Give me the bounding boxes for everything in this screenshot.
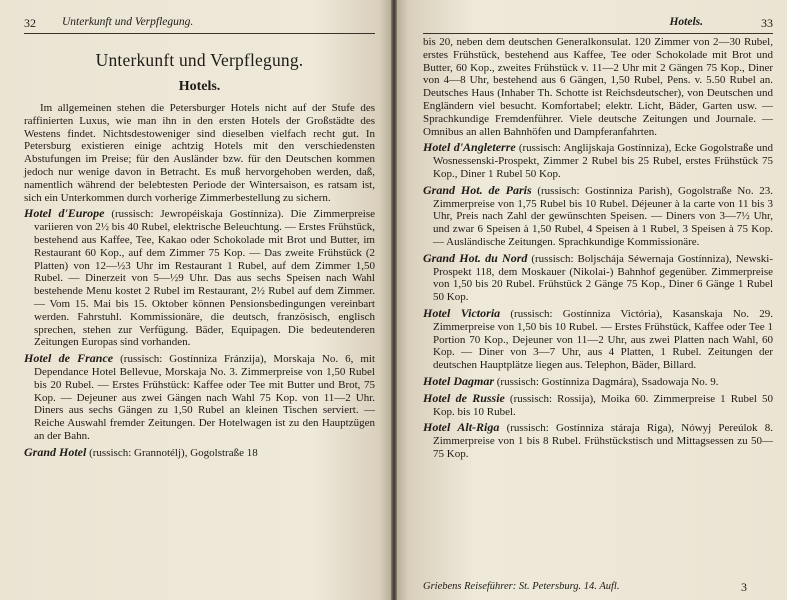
right-page-number: 33 [761, 16, 773, 30]
right-header-rule [423, 33, 773, 34]
hotel-name: Hotel d'Europe [24, 206, 105, 221]
hotel-entry [423, 392, 773, 419]
hotel-name: Hotel de France [24, 351, 114, 366]
right-running-head [423, 10, 773, 36]
hotel-entry [24, 446, 375, 460]
hotel-name: Grand Hotel [24, 444, 87, 459]
hotel-name: Hotel Dagmar [423, 373, 494, 388]
left-running-head [24, 10, 375, 36]
hotel-description: (russisch: Gostínniza Parish), Gogolstraße No. 23. Zimmerpreise von 1,75 Rubel bis 10 Rubel. Déjeuner à la carte von 11 bis 3 Uhr, Preis nach Zahl der gewünschten Speisen. — Diners von 3—7½ Uhr, und zwar 6 Speisen à 1,50 Rubel, 4 Speisen à 1 Rubel, 3 Speisen à 75 Kop. — Ausländische Zeitungen. Sprachkundige Kommissionäre. [433, 184, 773, 248]
hotel-entry [24, 207, 375, 349]
hotel-description: (russisch: Gostínniza stáraja Riga), Nówyj Pereúlok 8. Zimmerpreise von 1 bis 8 Rubel. Frühstückstisch und Mittagsessen zu 50—75 Kop. [433, 422, 773, 460]
hotel-description: (russisch: Gostínniza Dagmára), Ssadowaja No. 9. [496, 375, 719, 388]
left-page [0, 0, 391, 600]
hotel-name: Grand Hot. de Paris [423, 182, 532, 197]
continued-paragraph: bis 20, neben dem deutschen Generalkonsulat. 120 Zimmer von 2—30 Rubel, erstes Frühstück, bestehend aus Kaffee, Tee oder Schokolade mit Brot und Butter, 60 Kop., zweites Frühstück v. 11—2 Uhr mit 2 Gängen 75 Kop., Diner von 4—8 Uhr, bestehend aus 6 Gängen, 1,50 Rubel, Pens. v. 5.50 Rubel an. Deutsches Haus (Inhaber Th. Schotte ist Reichsdeutscher), von Deutschen und Engländern viel besucht. Komfortabel; elektr. Licht, Bäder, Garten usw. — Sprachkundige Fremdenführer. Viele deutsche Zeitungen und Journale. — Omnibus an allen Bahnhöfen und Dampferanfahrten. [423, 36, 773, 138]
hotel-entry [423, 375, 773, 389]
hotel-description: (russisch: Anglijskaja Gostínniza), Ecke Gogolstraße und Wosnessenski-Prospekt, Zimmer 2 Rubel bis 25 Rubel, erstes Frühstück 75 Kop., Diner 1 Rubel 50 Kop. [433, 142, 774, 180]
hotel-entry [423, 184, 773, 249]
hotel-description: (russisch: Grannotélj), Gogolstraße 18 [89, 446, 258, 459]
hotel-name: Hotel de Russie [423, 390, 505, 405]
right-body [423, 36, 773, 461]
hotel-description: (russisch: Rossija), Moika 60. Zimmerpreise 1 Rubel 50 Kop. bis 10 Rubel. [433, 392, 773, 418]
left-header-rule [24, 33, 375, 34]
hotel-entry [423, 421, 773, 460]
right-page [397, 0, 787, 600]
section-heading: Hotels. [178, 79, 221, 94]
hotel-name: Hotel Victoria [423, 305, 501, 320]
footer-signature-number: 3 [741, 580, 747, 594]
hotel-description: (russisch: Jewropéiskaja Gostínniza). Die Zimmerpreise variieren von 2½ bis 40 Rubel, elektrische Beleuchtung. — Erstes Frühstück, bestehend aus Kaffee, Tee, Kakao oder Schokolade mit Brot und Butter, im Restaurant 60 Kop., auf dem Zimmer 75 Kop. — Das zweite Frühstück (2 Platten) von 12—½3 Uhr im Restaurant 1 Rubel, auf dem Zimmer 1,50 Rubel. — Dinerzeit von 5—½9 Uhr. Das aus sechs Speisen nach Wahl bestehende Menu kostet 2 Rubel im Restaurant, 2½ Rubel auf dem Zimmer. — Vom 15. Mai bis 15. Oktober können Pensionsbedingungen vereinbart werden. Fahrstuhl. Kommissionäre, die deutsch, französisch, englisch sprechen, stehen zur Verfügung. Bäder, Equipagen. Die bedeutenderen Zeitungen Europas sind vorhanden. [34, 208, 376, 349]
hotel-description: (russisch: Gostínniza Victória), Kasanskaja No. 29. Zimmerpreise von 1,50 bis 10 Rubel. — Erstes Frühstück, Kaffee oder Tee 1 Portion 70 Kop., Dejeuner von 11—2 Uhr, aus zwei Platten nach Wahl, 60 Kop. — Diner von 3—7 Uhr, aus 4 Platten, 1 Rubel. Zeitungen der deutschen Hauptplätze liegen aus. Telephon, Bäder, Billard. [433, 307, 774, 372]
hotel-name: Grand Hot. du Nord [423, 250, 528, 265]
hotel-description: (russisch: Gostínniza Fránzija), Morskaja No. 6, mit Dependance Hotel Bellevue, Morskaja No. 3. Zimmerpreise von 1,50 Rubel bis 20 Rubel. — Erstes Frühstück: Kaffee oder Tee mit Butter und Brot, 75 Kop. — Dejeuner aus zwei Gängen nach Wahl 75 Kop. von 11—2 Uhr. Diners aus sechs Gängen zu 1,50 Rubel an kleinen Tischen serviert. — Reiche Auswahl fremder Zeitungen. Der Hotelwagen ist zu den Hauptzügen an der Bahn. [34, 353, 376, 442]
left-page-number: 32 [24, 16, 36, 30]
hotel-entry [423, 307, 773, 372]
footer-imprint: Griebens Reiseführer: St. Petersburg. 14. Aufl. [423, 581, 620, 592]
hotel-name: Hotel Alt-Riga [423, 420, 500, 435]
intro-paragraph: Im allgemeinen stehen die Petersburger Hotels nicht auf der Stufe des raffinierten Luxus, wie man ihn in den ersten Hotels der Großstädte des Westens findet. Nichtsdestoweniger sind dieselben vielfach recht gut. In Petersburg existieren einige achtzig Hotels mit den verschiedensten Abstufungen im Preise; für den Ausländer bzw. für den Deutschen kommen jedoch nur wenige davon in Betracht. Es muß hervorgehoben werden, daß, namentlich während der belebtesten Periode der Wintersaison, es ratsam ist, sich ein Unterkommen durch vorherige Zimmerbestellung zu sichern. [24, 102, 375, 204]
hotel-entry [24, 352, 375, 443]
hotel-entry [423, 141, 773, 180]
chapter-title: Unterkunft und Verpflegung. [95, 50, 304, 70]
left-body [24, 102, 375, 460]
hotel-entry [423, 252, 773, 304]
right-running-title: Hotels. [669, 16, 703, 28]
hotel-description: (russisch: Boljschája Séwernaja Gostínniza), Newski-Prospekt 118, dem Moskauer (Nikolai-) Bahnhof gegenüber. Zimmerpreise von 1,50 bis 20 Rubel. Frühstück 2 Gänge 75 Kop., Diner 6 Gänge 1 Rubel 50 Kop. [433, 252, 774, 304]
hotel-name: Hotel d'Angleterre [423, 140, 516, 155]
page-footer [423, 581, 773, 592]
left-running-title: Unterkunft und Verpflegung. [62, 16, 194, 28]
